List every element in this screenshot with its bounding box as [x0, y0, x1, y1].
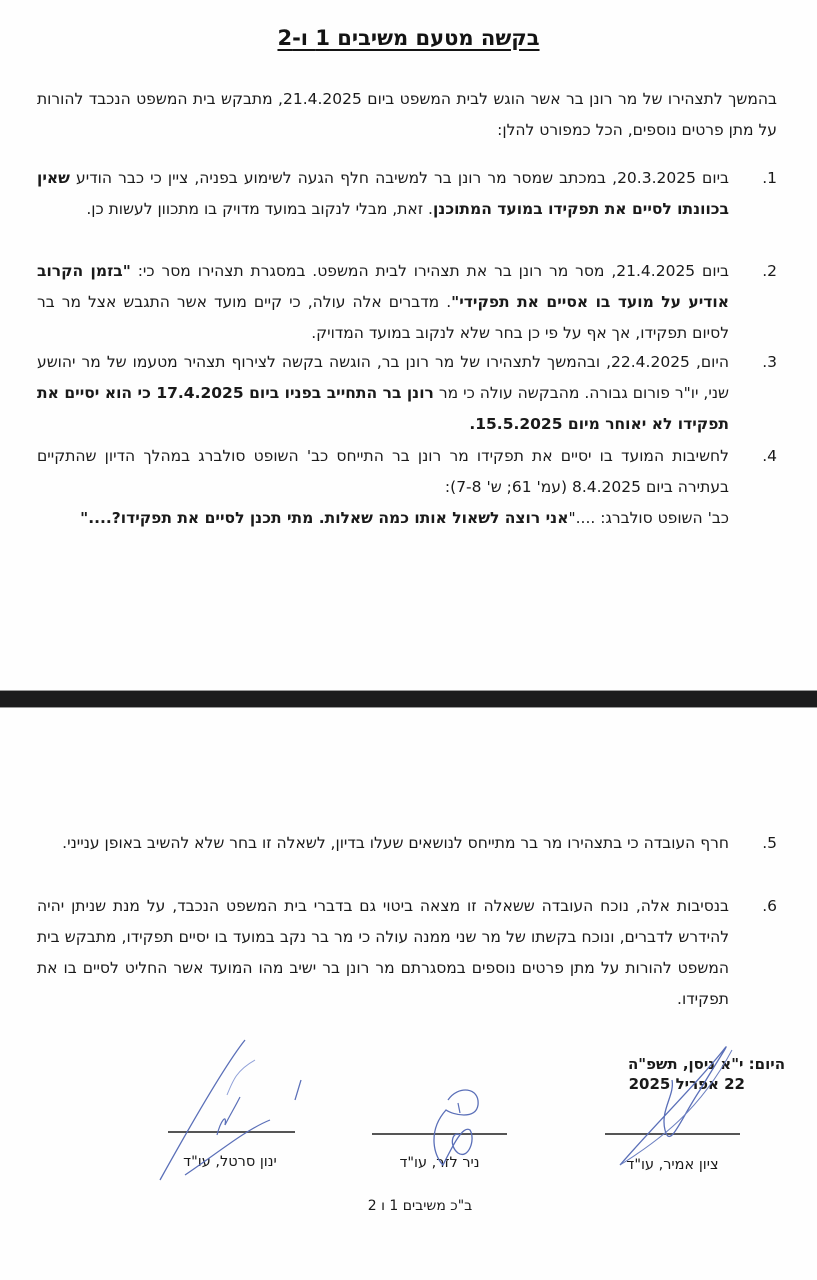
signature-icon-3 [155, 1035, 305, 1180]
page-separator [0, 690, 817, 708]
item-number: 3. [762, 353, 777, 371]
list-item-5 [37, 828, 777, 859]
item-body [37, 163, 729, 225]
list-item-4 [37, 441, 777, 534]
item-text: היום, 22.4.2025, ובהמשך לתצהירו של מר רונן בר, הוגשה בקשה לצירוף תצהיר מטעמו של מר יהושע שני, יו"ר פורום גבורה. מהבקשה עולה כי מר [37, 353, 730, 402]
judge-quote [37, 503, 729, 534]
item-text: ביום 20.3.2025, במכתב שמסר מר רונן בר למשיבה חלף הגעה לשימוע בפניה, ציין כי כבר הודיע [69, 169, 729, 187]
footer-counsel-note: ב"כ משיבים 1 ו 2 [367, 1198, 473, 1214]
signatory-name-3: ינון סרטל, עו"ד [183, 1154, 277, 1170]
item-body [37, 441, 729, 534]
item-text: לחשיבות המועד בו יסיים את תפקידו מר רונן בר התייחס כב' השופט סולברג במהלך הדיון שהתקיים בעתירה ביום 8.4.2025 (עמ' 61; ש' 7-8): [37, 447, 729, 496]
signatory-name-2: ניר לזר, עו"ד [399, 1155, 480, 1171]
list-item-6 [37, 891, 777, 1015]
list-item-2 [37, 256, 777, 349]
hebrew-date: היום: י"א ניסן, תשפ"ה [628, 1055, 785, 1073]
list-item-1 [37, 163, 777, 225]
item-text: ביום 21.4.2025, מסר מר רונן בר את תצהירו לבית המשפט. במסגרת תצהירו מסר כי: [130, 262, 729, 280]
intro-paragraph: בהמשך לתצהירו של מר רונן בר אשר הוגש לבית המשפט ביום 21.4.2025, מתבקש בית המשפט הנכבד להורות על מתן פרטים נוספים, הכל כמפורט להלן: [37, 90, 777, 139]
item-bold-quote: "בזמן הקרוב אודיע על מועד בו אסיים את תפקידי" [37, 262, 729, 311]
gregorian-date: 22 אפריל 2025 [628, 1075, 745, 1093]
item-number: 2. [762, 262, 777, 280]
item-body [37, 347, 729, 440]
document-title: בקשה מטעם משיבים 1 ו-2 [277, 26, 540, 50]
signature-icon-1 [600, 1040, 740, 1170]
item-text: . זאת, מבלי לנקוב במועד מדויק בו מתכוון לעשות כן. [86, 200, 433, 218]
item-number: 1. [762, 169, 777, 187]
item-bold-text: רונן בר התחייב בפניו ביום 17.4.2025 כי הוא יסיים את תפקידו לא יאוחר מיום 15.5.2025. [37, 384, 729, 433]
list-item-3 [37, 347, 777, 440]
quote-speaker: כב' השופט סולברג: ...." [568, 509, 729, 527]
signatory-name-1: ציון אמיר, עו"ד [626, 1157, 719, 1173]
quote-bold-text: אני רוצה לשאול אותו כמה שאלות. מתי תכנן לסיים את תפקידו?...." [80, 509, 569, 527]
item-text: . מדברים אלה עולה, כי קיים מועד אשר התגבש אצל מר בר לסיום תפקידו, אך אף על פי כן בחר שלא לנקוב במועד המדויק. [37, 293, 729, 342]
item-bold-text: שאין בכוונתו לסיים את תפקידו במועד המתוכנן [37, 169, 729, 218]
signature-icon-2 [418, 1085, 498, 1170]
item-number: 4. [762, 447, 777, 465]
item-body: בנסיבות אלה, נוכח העובדה ששאלה זו מצאה ביטוי גם בדברי בית המשפט הנכבד, על מנת שניתן יהיה להידרש לדברים, ונוכח בקשתו של מר שני ממנה עולה כי מר בר נקב במועד בו יסיים תפקידו, מתבקש בית המשפט להורות על מתן פרטים נוספים במסגרתם מר רונן בר ישיב מהו המועד אשר החליט לסיים בו את תפקידו. [37, 897, 729, 1008]
item-number: 6. [762, 897, 777, 915]
item-body: חרף העובדה כי בתצהירו מר בר מתייחס לנושאים שעלו בדיון, לשאלה זו בחר שלא להשיב באופן ענייני. [62, 834, 729, 852]
item-number: 5. [762, 834, 777, 852]
item-body [37, 256, 729, 349]
